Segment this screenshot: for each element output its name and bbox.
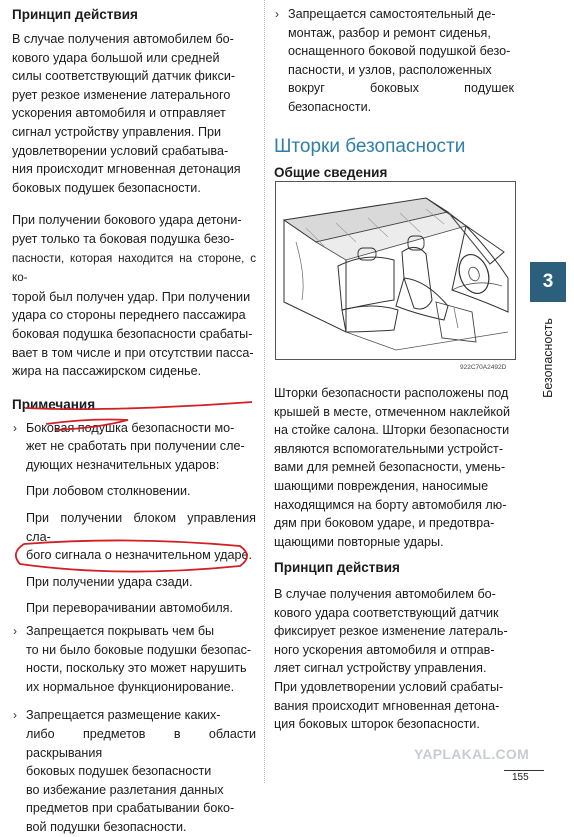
note-item-1: › Боковая подушка безопасности мо- жет не сработать при получении сле- дующих незначительных ударов: (13, 420, 245, 472)
general-heading: Общие сведения (274, 164, 388, 180)
chapter-label: Безопасность (541, 318, 555, 398)
case-rollover: При переворачивании автомобиля. (26, 601, 234, 616)
car-interior-figure (275, 181, 516, 360)
curtains-paragraph: Шторки безопасности расположены под крышей в месте, отмеченном наклейкой на стойке салона. Шторки безопасности являются вспомогательными устройст- вами для ремней безопасности, умень- шающими повреждения, наносимые находящимся на борту автомобиля лю- дям при боковом ударе, и предотвра- щающими повторные удары. (274, 386, 511, 549)
chevron-right-icon: › (13, 708, 17, 723)
principle-heading-right: Принцип действия (274, 560, 400, 575)
section-title-curtains: Шторки безопасности (274, 135, 466, 157)
page-number: 155 (512, 772, 529, 783)
column-divider (264, 0, 265, 783)
notes-heading: Примечания (12, 396, 96, 412)
principle-paragraph-1: В случае получения автомобилем бо- кового удара большой или средней силы соответствующий датчик фикси- рует резкое изменение латерального ускорения автомобиля и отправляет сигнал устройству управления. При удовлетворении условий срабатыва- ния происходит мгновенная детонация боковых подушек безопасности. (12, 32, 241, 195)
car-interior-illustration (276, 182, 515, 359)
note-item-2: › Запрещается покрывать чем бы то ни было боковые подушки безопас- ности, поскольку это может нарушить их нормальное функционирование. (13, 624, 252, 694)
note-item-dismantle: › Запрещается самостоятельный де- монтаж, разбор и ремонт сиденья, оснащенного боковой подушкой безо- пасности, и узлов, расположенных вокруг боковых подушек безопасности. (275, 7, 514, 114)
case-rear: При получении удара сзади. (26, 574, 193, 589)
chevron-right-icon: › (13, 624, 17, 639)
page-number-rule (504, 770, 544, 771)
chapter-tab: 3 (530, 262, 566, 302)
case-frontal: При лобовом столкновении. (26, 484, 191, 499)
note-item-3: › Запрещается размещение каких- либо предметов в области раскрывания боковых подушек безопасности во избежание разлетания данных предметов при срабатывании боко- вой подушки безопасности. (13, 708, 256, 834)
watermark: YAPLAKAL.COM (414, 746, 530, 762)
left-column (12, 0, 256, 837)
chevron-right-icon: › (13, 420, 17, 435)
principle-heading-left: Принцип действия (12, 7, 138, 22)
curtains-principle-paragraph: В случае получения автомобилем бо- кового удара соответствующий датчик фиксирует резкое изменение латераль- ного ускорения автомобиля и отправ- ляет сигнал устройству управления. При удовлетворении условий срабаты- вания происходит мгновенная детона- ция боковых шторок безопасности. (274, 587, 508, 732)
case-weak-signal: При получении блоком управления сла- бого сигнала о незначительном ударе. (26, 511, 256, 563)
chevron-right-icon: › (275, 7, 279, 21)
figure-code: 922C70A2492D (460, 364, 507, 371)
principle-paragraph-2: При получении бокового удара детони- рует только та боковая подушка безо- пасности, которая находится на стороне, с ко- торой был получен удар. При получении удара со стороны переднего пассажира боковая подушка безопасности срабаты- вает в том числе и при отсутствии пасса- жира на пассажирском сиденье. (12, 213, 256, 379)
